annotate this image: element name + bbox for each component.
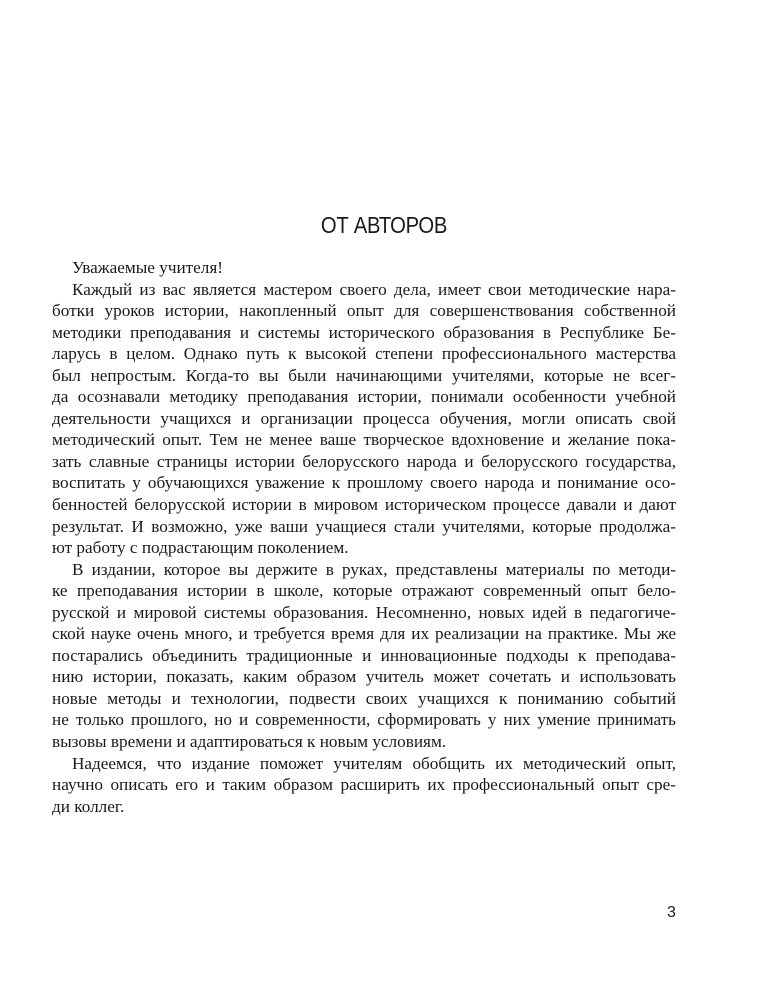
paragraph-edition <box>52 559 676 753</box>
body-text <box>52 257 676 817</box>
text-line: воспитать у обучающихся уважение к прошлому своего народа и понимание осо- <box>52 473 676 493</box>
text-line: ботки уроков истории, накопленный опыт для совершенствования собственной <box>52 301 676 321</box>
text-line: новые методы и технологии, подвести своих учащихся к пониманию событий <box>52 688 676 708</box>
text-line: методический опыт. Тем не менее ваше творческое вдохновение и желание пока- <box>52 430 676 450</box>
text-line: деятельности учащихся и организации процесса обучения, могли описать свой <box>52 408 676 428</box>
text-line: не только прошлого, но и современности, сформировать у них умение принимать <box>52 710 676 730</box>
text-line: был непростым. Когда-то вы были начинающими учителями, которые не всег- <box>52 365 676 385</box>
text-line: ларусь в целом. Однако путь к высокой степени профессионального мастерства <box>52 344 676 364</box>
text-line: Каждый из вас является мастером своего дела, имеет свои методические нара- <box>72 279 676 299</box>
paragraph-greeting <box>52 257 676 279</box>
text-line: результат. И возможно, уже ваши учащиеся стали учителями, которые продолжа- <box>52 516 676 536</box>
paragraph-intro <box>52 279 676 559</box>
text-line: бенностей белорусской истории в мировом историческом процессе давали и дают <box>52 495 676 515</box>
page-number: 3 <box>667 904 676 921</box>
text-line: ют работу с подрастающим поколением. <box>52 538 349 558</box>
text-line: Надеемся, что издание поможет учителям обобщить их методический опыт, <box>72 753 676 773</box>
text-line: русской и мировой системы образования. Несомненно, новых идей в педагогиче- <box>52 602 676 622</box>
text-line: да осознавали методику преподавания истории, понимали особенности учебной <box>52 387 676 407</box>
text-line: ской науке очень много, и требуется время для их реализации на практике. Мы же <box>52 624 676 644</box>
page-title: ОТ АВТОРОВ <box>320 212 448 238</box>
text-line: постарались объединить традиционные и инновационные подходы к преподава- <box>52 645 676 665</box>
text-line: нию истории, показать, каким образом учитель может сочетать и использовать <box>52 667 676 687</box>
text-line: В издании, которое вы держите в руках, представлены материалы по методи- <box>72 559 676 579</box>
text-line: научно описать его и таким образом расширить их профессиональный опыт сре- <box>52 775 676 795</box>
text-line: ди коллег. <box>52 796 125 816</box>
text-line: методики преподавания и системы исторического образования в Республике Бе- <box>52 322 676 342</box>
text-line: Уважаемые учителя! <box>72 258 224 277</box>
text-line: ке преподавания истории в школе, которые отражают современный опыт бело- <box>52 581 676 601</box>
text-line: вызовы времени и адаптироваться к новым условиям. <box>52 732 447 752</box>
paragraph-closing <box>52 753 676 818</box>
text-line: зать славные страницы истории белорусского народа и белорусского государства, <box>52 451 676 471</box>
